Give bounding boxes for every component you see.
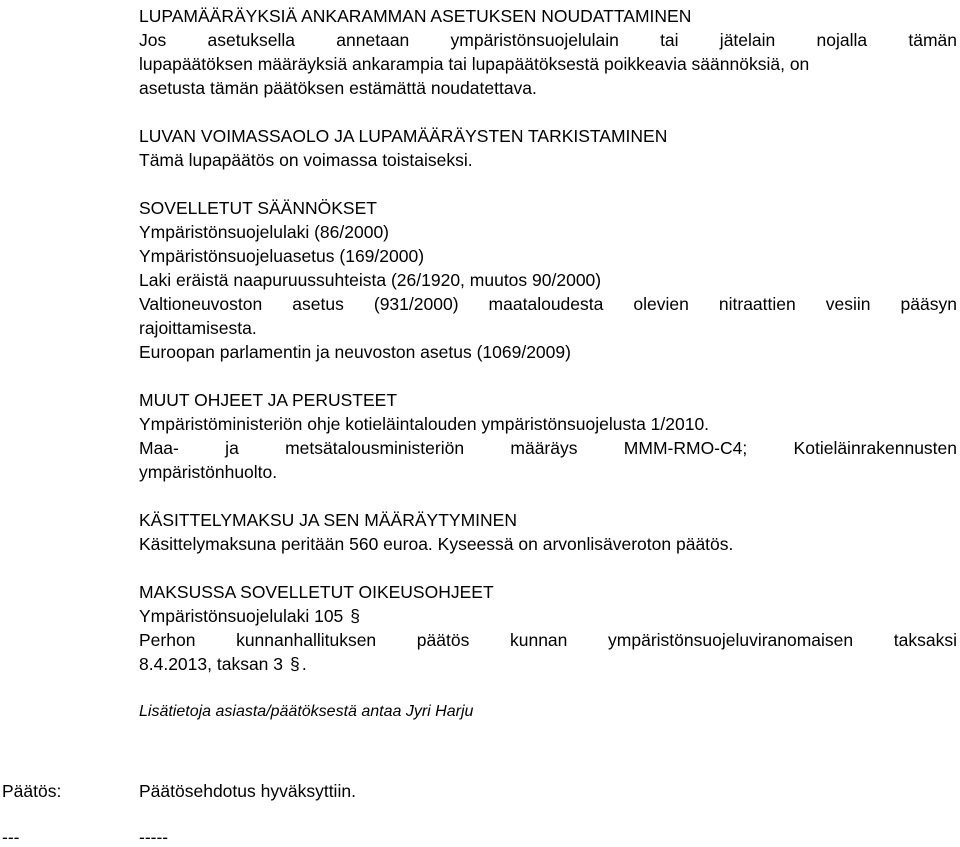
guidance-item: Maa- ja metsätalousministeriön määräys MMM-RMO-C4; Kotieläinrakennusten	[139, 438, 957, 458]
paragraph-line: asetusta tämän päätöksen estämättä noudatettava.	[139, 78, 537, 98]
fee-rule-text: 8.4.2013, taksan 3	[139, 654, 283, 674]
rule-item: Euroopan parlamentin ja neuvoston asetus (1069/2009)	[139, 342, 571, 362]
rule-item: Ympäristönsuojelulaki (86/2000)	[139, 222, 389, 242]
section-symbol: §	[290, 654, 300, 674]
guidance-item: Ympäristöministeriön ohje kotieläintalouden ympäristönsuojelusta 1/2010.	[139, 414, 710, 434]
rule-item: Ympäristönsuojeluasetus (169/2000)	[139, 246, 425, 266]
footer-dashes	[0, 828, 960, 846]
heading-permit-strict: LUPAMÄÄRÄYKSIÄ ANKARAMMAN ASETUKSEN NOUDATTAMINEN	[139, 6, 692, 26]
rule-item: rajoittamisesta.	[139, 318, 257, 338]
fee-rule-item	[139, 652, 957, 676]
paragraph-line: Jos asetuksella annetaan ympäristönsuojelulain tai jätelain nojalla tämän	[139, 30, 957, 50]
heading-fee-rules: MAKSUSSA SOVELLETUT OIKEUSOHJEET	[139, 582, 494, 602]
paragraph-line: lupapäätöksen määräyksiä ankarampia tai lupapäätöksestä poikkeavia säännöksiä, on	[139, 54, 810, 74]
section-symbol: §	[350, 606, 361, 626]
contact-info: Lisätietoja asiasta/päätöksestä antaa Jyri Harju	[139, 703, 474, 720]
heading-applied-rules: SOVELLETUT SÄÄNNÖKSET	[139, 198, 377, 218]
decision-row	[0, 779, 960, 803]
rule-item: Valtioneuvoston asetus (931/2000) maataloudesta olevien nitraattien vesiin pääsyn	[139, 294, 957, 314]
dash-left: ---	[2, 827, 20, 847]
guidance-item: ympäristönhuolto.	[139, 462, 278, 482]
fee-rule-item	[139, 604, 957, 628]
decision-label: Päätös:	[2, 781, 62, 801]
document-body	[139, 4, 957, 724]
heading-other-guidance: MUUT OHJEET JA PERUSTEET	[139, 390, 398, 410]
paragraph-line: Tämä lupapäätös on voimassa toistaiseksi.	[139, 150, 473, 170]
fee-text: Käsittelymaksuna peritään 560 euroa. Kyseessä on arvonlisäveroton päätös.	[139, 534, 734, 554]
fee-rule-end: .	[301, 654, 307, 674]
dash-right: -----	[139, 827, 169, 847]
heading-fee: KÄSITTELYMAKSU JA SEN MÄÄRÄYTYMINEN	[139, 510, 517, 530]
rule-item: Laki eräistä naapuruussuhteista (26/1920, muutos 90/2000)	[139, 270, 602, 290]
fee-rule-text: Ympäristönsuojelulaki 105	[139, 606, 344, 626]
decision-text: Päätösehdotus hyväksyttiin.	[139, 781, 356, 801]
heading-validity: LUVAN VOIMASSAOLO JA LUPAMÄÄRÄYSTEN TARKISTAMINEN	[139, 126, 668, 146]
fee-rule-item: Perhon kunnanhallituksen päätös kunnan ympäristönsuojeluviranomaisen taksaksi	[139, 630, 957, 650]
